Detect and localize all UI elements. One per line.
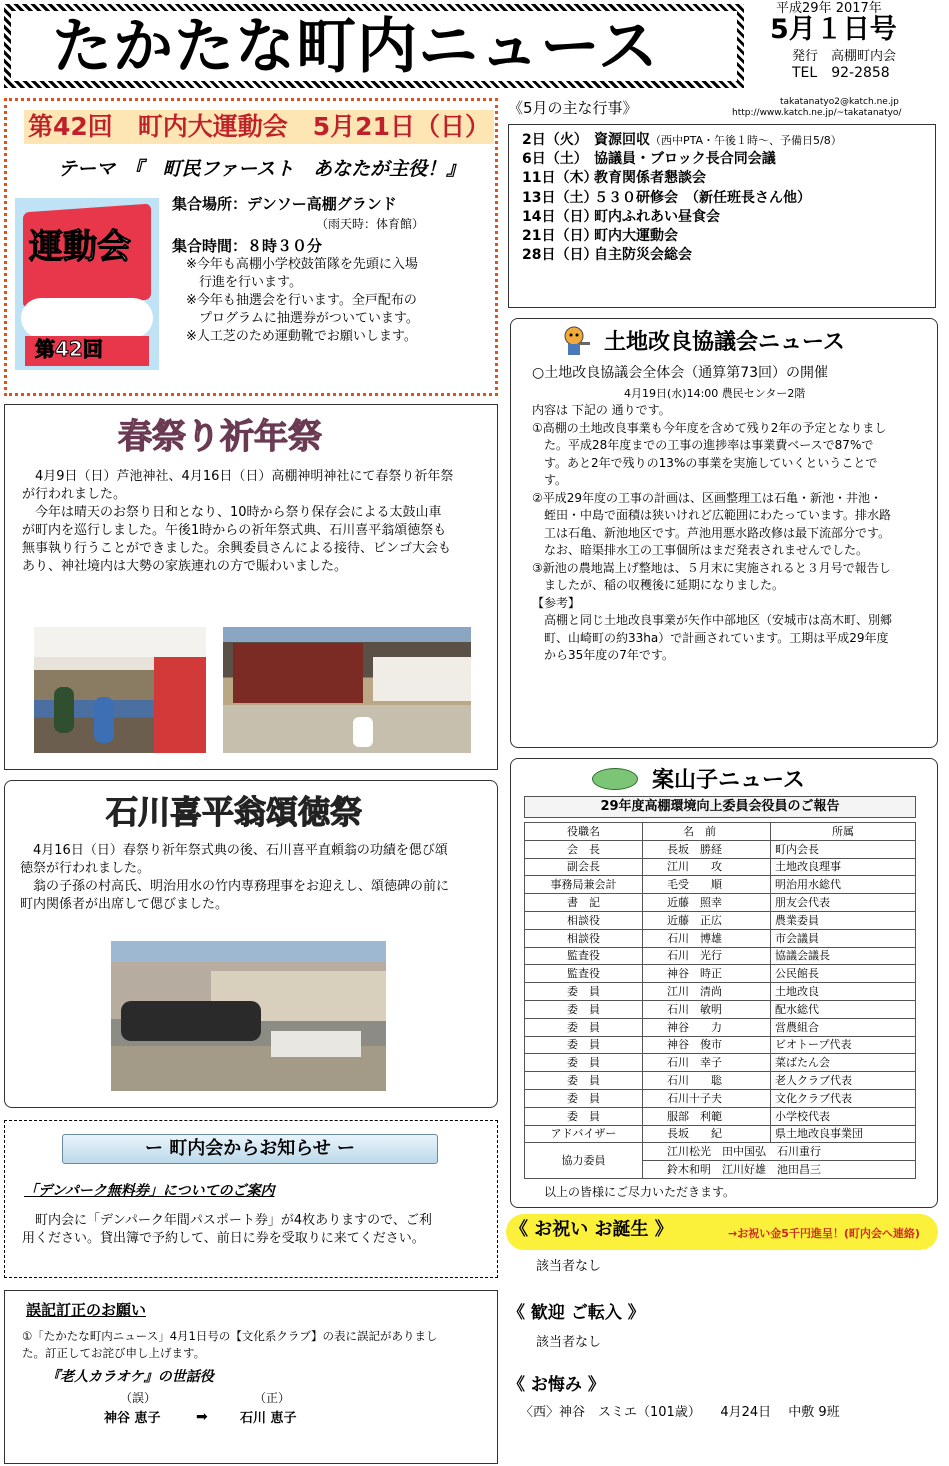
- website-url: http://www.katch.ne.jp/~takatanatyo/: [732, 108, 902, 118]
- celebration-body: 該当者なし: [536, 1259, 602, 1274]
- table-row: 事務局兼会計 毛受 順 明治用水総代: [525, 876, 916, 894]
- land-news-body: 内容は 下記の 通りです。 ①高棚の土地改良事業も今年度を含めて残り2年の予定となりました。平成28年度までの工事の進捗率は事業費ベースで87%です。あと2年で残りの13%の事業を実施していくということです。 ②平成29年度の工事の計画は、区画整理工は石亀・新池・井池・蛭田・中島で面積は狭いけれど広範囲にわたっています。排水路工は石亀、新池地区です。芦池用悪水路改修は最下流部分です。なお、暗渠排水工の工事個所はまだ発表されませんでした。 ③新池の農地嵩上げ整地は、５月末に実施されると３月号で報告しましたが、稲の収穫後に延期になりました。 【参考】 高棚と同じ土地改良事業が矢作中部地区（安城市は高木町、別郷町、山崎町の約33ha）で計画されています。工期は平成29年度から35年度の7年です。: [532, 403, 893, 662]
- event-row: 14日（日）町内ふれあい昼食会: [522, 208, 720, 225]
- ceremony-photo: [111, 941, 386, 1091]
- event-row: 13日（土）５３０研修会 （新任班長さん他）: [522, 189, 811, 206]
- right-name: 石川 恵子: [240, 1411, 297, 1426]
- wrong-name: 神谷 恵子: [104, 1411, 161, 1426]
- arrow-icon: ➡: [196, 1409, 208, 1425]
- table-row: 監査役 石川 光行 協議会議長: [525, 947, 916, 965]
- mascot-icon: [556, 324, 592, 358]
- correction-body: ①「たかたな町内ニュース」4月1日号の【文化系クラブ】の表に誤記がありました。訂正してお詫び申し上げます。: [22, 1329, 438, 1360]
- spring-festival-text: 4月9日（日）芦池神社、4月16日（日）高棚神明神社にて春祭り祈年祭が行われました。 今年は晴天のお祭り日和となり、10時から祭り保存会による太鼓山車が町内を巡行しました。午後1時からの祈年祭式典、石川喜平翁頌徳祭も無事執り行うことができました。余興委員さんによる接待、ビンゴ大会もあり、神社境内は大勢の家族連れの方で賑わいました。: [22, 469, 454, 574]
- correction-item: 『老人カラオケ』の世話役: [46, 1369, 214, 1385]
- table-row: 監査役 神谷 時正 公民館長: [525, 965, 916, 983]
- celebration-tag: →お祝い金5千円進呈！(町内会へ連絡): [728, 1227, 920, 1240]
- email: takatanatyo2@katch.ne.jp: [780, 97, 899, 107]
- celebration-heading: 《 お祝い お誕生 》: [510, 1219, 673, 1240]
- assembly-time: 集合時間：８時３０分: [172, 237, 323, 255]
- right-label: （正）: [254, 1391, 291, 1405]
- notice-body: 町内会に「デンパーク年間パスポート券」が4枚ありますので、ご利用ください。貸出簿で予約して、前日に券を受取りに来てください。: [22, 1213, 432, 1246]
- publisher: 発行 高棚町内会: [792, 49, 897, 64]
- roster-header: 役職名 名 前 所属: [525, 823, 916, 841]
- sports-day-badge: [15, 198, 159, 370]
- issue-date: 5月１日号: [770, 14, 897, 45]
- table-row: 委 員 石川 幸子 菜ばたん会: [525, 1054, 916, 1072]
- spring-festival-title: 春祭り祈年祭: [118, 417, 322, 457]
- table-row: 委 員 石川 聡 老人クラブ代表: [525, 1072, 916, 1090]
- table-row: 委 員 石川 敏明 配水総代: [525, 1000, 916, 1018]
- welcome-body: 該当者なし: [536, 1335, 602, 1350]
- roster-table: [524, 822, 916, 1179]
- land-news-meeting: 4月19日(水)14:00 農民センター2階: [624, 387, 806, 400]
- notice-subtitle: 「デンパーク無料券」についてのご案内: [24, 1183, 275, 1199]
- sports-day-theme: テーマ 『 町民ファースト あなたが主役！』: [58, 158, 466, 180]
- roster-title: 29年度高棚環境向上委員会役員のご報告: [524, 796, 916, 818]
- table-row: アドバイザー 長坂 紀 県土地改良事業団: [525, 1125, 916, 1143]
- ishikawa-title: 石川喜平翁頌徳祭: [106, 793, 363, 831]
- events-heading: 《5月の主な行事》: [508, 99, 638, 117]
- roster-thanks: 以上の皆様にご尽力いただきます。: [544, 1185, 736, 1199]
- festival-photo-float: [223, 627, 471, 753]
- badge-number: 第42回: [35, 337, 103, 361]
- table-row: 委 員 石川十子夫 文化クラブ代表: [525, 1089, 916, 1107]
- table-row: 書 記 近藤 照幸 朋友会代表: [525, 894, 916, 912]
- issue-year: 平成29年 2017年: [776, 1, 882, 16]
- table-row: 委 員 神谷 俊市 ビオトープ代表: [525, 1036, 916, 1054]
- rain-venue: （雨天時：体育館）: [316, 217, 425, 231]
- table-row: 相談役 近藤 正広 農業委員: [525, 911, 916, 929]
- table-row: 委 員 神谷 力 営農組合: [525, 1018, 916, 1036]
- event-row: 2日（火） 資源回収（西中PTA・午後１時〜、予備日5/8）: [522, 132, 842, 148]
- land-news-title: 土地改良協議会ニュース: [604, 330, 845, 355]
- table-row: 会 長 長坂 勝経 町内会長: [525, 840, 916, 858]
- condolence-heading: 《 お悔み 》: [508, 1375, 605, 1395]
- sports-day-notes: ※今年も高棚小学校鼓笛隊を先頭に入場 行進を行います。 ※今年も抽選会を行います。全戸配布の プログラムに抽選券がついています。 ※人工芝のため運動靴でお願いします。: [186, 257, 419, 344]
- condolence-entry: 〈西〉神谷 スミエ（101歳） 4月24日 中敷 9班: [520, 1405, 840, 1420]
- scarecrow-icon: [592, 768, 638, 790]
- event-row: 21日（日）町内大運動会: [522, 228, 678, 245]
- event-row: 28日（日）自主防災会総会: [522, 247, 692, 264]
- badge-text: 運動会: [29, 227, 131, 267]
- land-news-subtitle: ○土地改良協議会全体会（通算第73回）の開催: [532, 365, 829, 381]
- notice-banner: ー 町内会からお知らせ ー: [62, 1134, 438, 1164]
- events-list: [522, 131, 842, 265]
- table-row: 副会長 江川 攻 土地改良理事: [525, 858, 916, 876]
- event-row: 11日（木）教育関係者懇談会: [522, 170, 706, 187]
- table-row: 協力委員 江川松光 田中国弘 石川重行: [525, 1143, 916, 1161]
- venue: 集合場所：デンソー高棚グランド: [172, 195, 397, 213]
- table-row: 鈴木和明 江川好雄 池田昌三: [525, 1161, 916, 1179]
- scarecrow-title: 案山子ニュース: [652, 768, 805, 793]
- table-row: 委 員 江川 清尚 土地改良: [525, 983, 916, 1001]
- sports-day-headline: 第42回 町内大運動会 5月21日（日）: [24, 110, 494, 144]
- correction-title: 誤記訂正のお願い: [26, 1301, 147, 1319]
- table-row: 相談役 石川 博雄 市会議員: [525, 929, 916, 947]
- telephone: TEL 92-2858: [792, 65, 890, 81]
- event-row: 6日（土） 協議員・ブロック長合同会議: [522, 151, 776, 168]
- festival-photo-stalls: [34, 627, 206, 753]
- wrong-label: （誤）: [120, 1391, 157, 1405]
- table-row: 委 員 服部 利範 小学校代表: [525, 1107, 916, 1125]
- newsletter-title: たかたな町内ニュース: [52, 12, 659, 82]
- welcome-heading: 《 歓迎 ご転入 》: [508, 1303, 645, 1323]
- ishikawa-text: 4月16日（日）春祭り祈年祭式典の後、石川喜平直頼翁の功績を偲び頌徳祭が行われました。 翁の子孫の村高氏、明治用水の竹内専務理事をお迎えし、頌徳碑の前に町内関係者が出席して偲びました。: [20, 843, 450, 912]
